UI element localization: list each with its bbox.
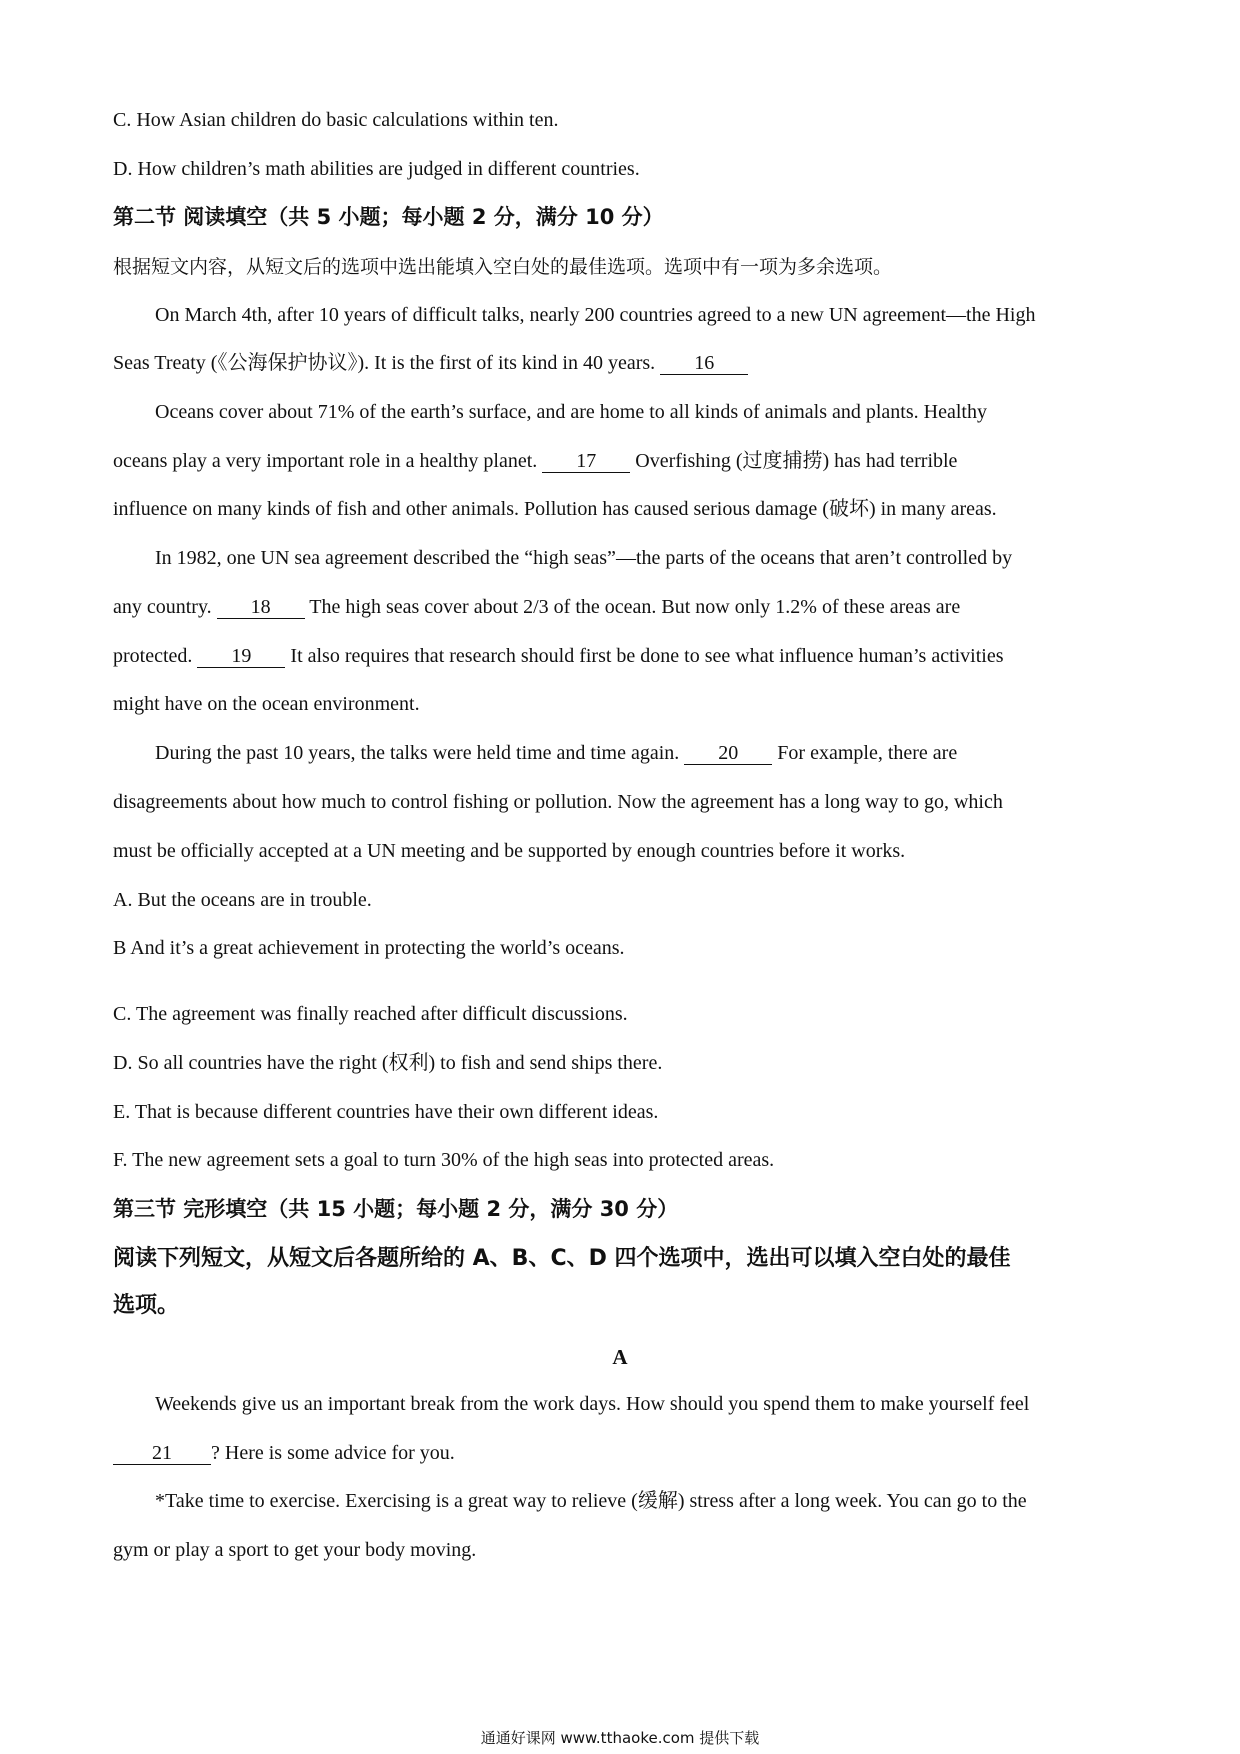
blank-21: 21 [113,1442,211,1465]
passage-a-line-4: gym or play a sport to get your body moving. [113,1539,477,1561]
p3-line-1: In 1982, one UN sea agreement described the “high seas”—the parts of the oceans that aren’t controlled by [155,547,1013,569]
passage-a-line-1: Weekends give us an important break from the work days. How should you spend them to make yourself feel [155,1393,1030,1415]
blank-20: 20 [684,742,772,765]
option-f: F. The new agreement sets a goal to turn 30% of the high seas into protected areas. [113,1149,775,1171]
p2-line-2-text-a: oceans play a very important role in a healthy planet. [113,450,543,472]
p2-line-2-text-b: Overfishing (过度捕捞) has had terrible [630,450,958,472]
passage-a-line-3: *Take time to exercise. Exercising is a great way to relieve (缓解) stress after a long week. You can go to the [155,1490,1027,1512]
option-d-previous: D. How children’s math abilities are judged in different countries. [113,158,640,180]
p4-line-3: must be officially accepted at a UN meeting and be supported by enough countries before it works. [113,840,906,862]
p3-line-2-text-b: The high seas cover about 2/3 of the ocean. But now only 1.2% of these areas are [304,596,961,618]
option-e: E. That is because different countries have their own different ideas. [113,1101,659,1123]
p2-line-3: influence on many kinds of fish and other animals. Pollution has caused serious damage (破坏) in many areas. [113,498,997,520]
p2-line-1: Oceans cover about 71% of the earth’s surface, and are home to all kinds of animals and plants. Healthy [155,401,987,423]
option-c: C. The agreement was finally reached after difficult discussions. [113,1003,628,1025]
p1-line-2 [113,350,748,376]
p2-line-2 [113,448,957,474]
p3-line-3-text-a: protected. [113,645,198,667]
blank-17: 17 [542,450,630,473]
option-b: B And it’s a great achievement in protecting the world’s oceans. [113,937,625,959]
passage-title: A [612,1345,628,1369]
section-3-heading: 第三节 完形填空（共 15 小题；每小题 2 分，满分 30 分） [113,1197,679,1221]
p4-line-2: disagreements about how much to control fishing or pollution. Now the agreement has a long way to go, which [113,791,1003,813]
option-c-previous: C. How Asian children do basic calculations within ten. [113,109,559,131]
passage-a-line-2 [113,1440,455,1466]
p3-line-3-text-b: It also requires that research should first be done to see what influence human’s activities [285,645,1004,667]
section-2-instruction: 根据短文内容，从短文后的选项中选出能填入空白处的最佳选项。选项中有一项为多余选项。 [113,256,893,278]
p1-line-1: On March 4th, after 10 years of difficult talks, nearly 200 countries agreed to a new UN agreement—the High [155,304,1036,326]
section-3-instruction-line-1: 阅读下列短文，从短文后各题所给的 A、B、C、D 四个选项中，选出可以填入空白处的最佳 [113,1246,1011,1271]
option-d: D. So all countries have the right (权利) to fish and send ships there. [113,1052,663,1074]
p3-line-2 [113,594,960,620]
section-2-heading: 第二节 阅读填空（共 5 小题；每小题 2 分，满分 10 分） [113,205,664,229]
blank-18: 18 [217,596,305,619]
page-footer: 通通好课网 www.tthaoke.com 提供下载 [480,1729,760,1747]
p4-line-1-text-a: During the past 10 years, the talks were held time and time again. [155,742,685,764]
p3-line-4: might have on the ocean environment. [113,693,420,715]
section-3-instruction-line-2: 选项。 [113,1293,180,1318]
p4-line-1-text-b: For example, there are [772,742,958,764]
p4-line-1 [155,740,957,766]
passage-a-line-2-text: ? Here is some advice for you. [211,1442,455,1464]
p3-line-2-text-a: any country. [113,596,217,618]
p3-line-3 [113,643,1004,669]
p1-line-2-text: Seas Treaty (《公海保护协议》). It is the first of its kind in 40 years. [113,352,661,374]
blank-16: 16 [660,352,748,375]
option-a: A. But the oceans are in trouble. [113,889,372,911]
blank-19: 19 [197,645,285,668]
